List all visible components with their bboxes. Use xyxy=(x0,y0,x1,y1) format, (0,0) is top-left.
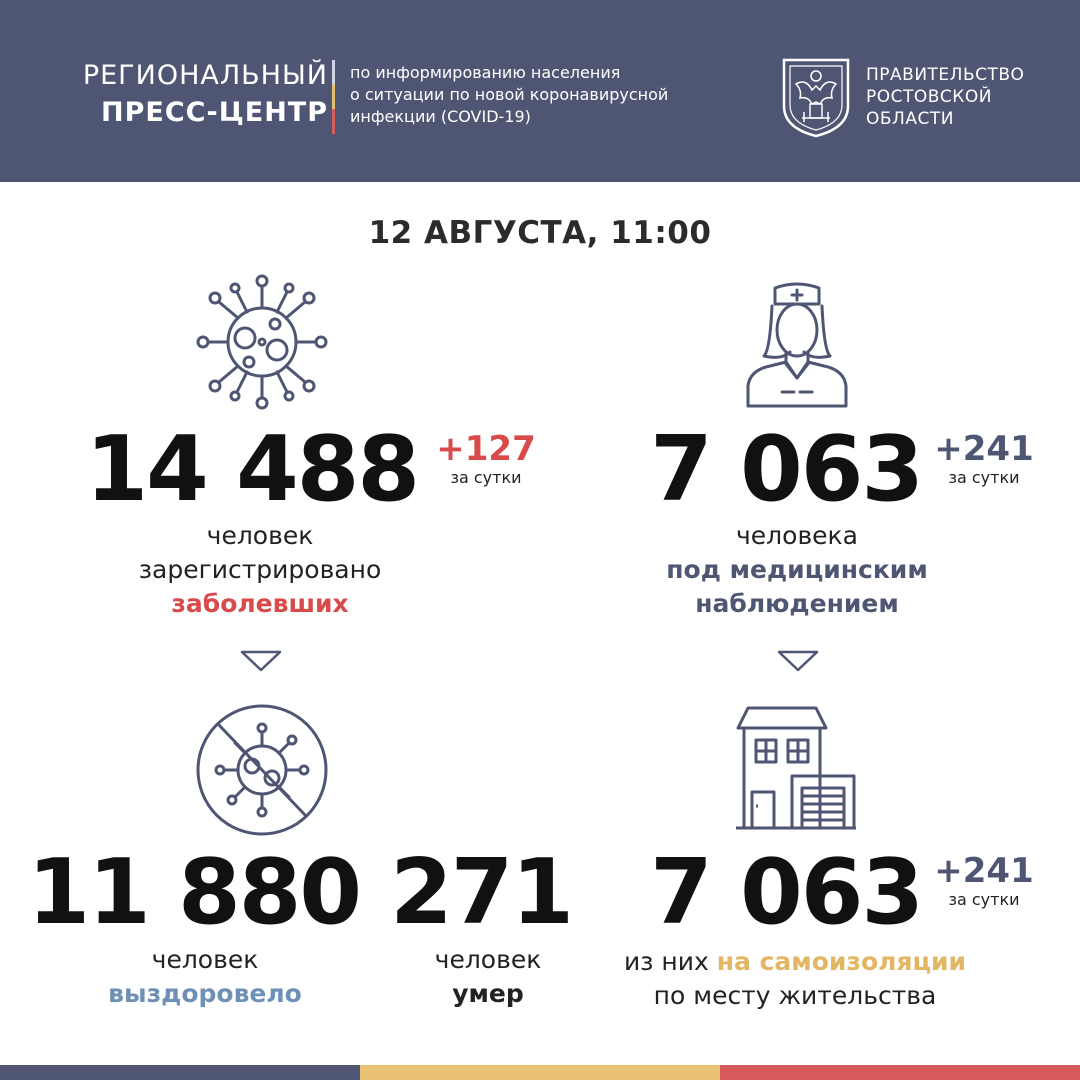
observed-delta-label: за сутки xyxy=(948,468,1020,487)
isolated-delta xyxy=(934,851,1034,909)
recovered-caption xyxy=(105,943,305,1011)
infected-delta xyxy=(436,429,536,487)
isolated-delta-label: за сутки xyxy=(948,890,1020,909)
infected-caption-highlight: заболевших xyxy=(171,589,349,618)
isolated-caption-line2: по месту жительства xyxy=(653,981,937,1010)
nurse-icon xyxy=(742,280,852,410)
isolated-caption xyxy=(580,945,1010,1013)
coat-of-arms-icon xyxy=(780,56,852,138)
report-date: 12 АВГУСТА, 11:00 xyxy=(368,215,712,251)
infected-count: 14 488 xyxy=(85,417,418,522)
observed-delta xyxy=(934,429,1034,487)
footer-stripe-gold xyxy=(360,1065,720,1080)
infected-caption-line2: зарегистрировано xyxy=(138,555,382,584)
isolated-caption-highlight: на самоизоляции xyxy=(716,947,967,976)
died-caption-line1: человек xyxy=(434,945,542,974)
government-line: ПРАВИТЕЛЬСТВО xyxy=(866,65,1025,85)
header-description xyxy=(350,62,668,128)
died-caption-highlight: умер xyxy=(452,979,524,1008)
header-banner xyxy=(0,0,1080,182)
footer-stripe-red xyxy=(720,1065,1080,1080)
government-line: ОБЛАСТИ xyxy=(866,109,954,129)
description-line: инфекции (COVID-19) xyxy=(350,107,531,126)
observed-caption-highlight1: под медицинским xyxy=(666,555,928,584)
died-count: 271 xyxy=(390,840,572,945)
description-line: о ситуации по новой коронавирусной xyxy=(350,85,669,104)
observed-delta-value: +241 xyxy=(934,429,1034,469)
observed-caption xyxy=(597,519,997,621)
recovered-caption-highlight: выздоровело xyxy=(108,979,302,1008)
observed-caption-line1: человека xyxy=(736,521,858,550)
observed-count: 7 063 xyxy=(650,417,922,522)
isolated-count: 7 063 xyxy=(650,840,922,945)
footer-stripe-navy xyxy=(0,1065,360,1080)
arrow-down-icon xyxy=(240,650,282,672)
isolated-delta-value: +241 xyxy=(934,851,1034,891)
description-line: по информированию населения xyxy=(350,63,621,82)
infected-caption-line1: человек xyxy=(206,521,314,550)
accent-divider xyxy=(332,60,335,134)
brand-title-line2: ПРЕСС-ЦЕНТР xyxy=(101,97,328,128)
virus-icon xyxy=(195,272,329,412)
infected-delta-label: за сутки xyxy=(450,468,522,487)
house-icon xyxy=(734,706,858,832)
government-name xyxy=(866,64,1024,130)
arrow-down-icon xyxy=(777,650,819,672)
government-line: РОСТОВСКОЙ xyxy=(866,87,992,107)
no-virus-icon xyxy=(194,702,330,838)
recovered-caption-line1: человек xyxy=(151,945,259,974)
died-caption xyxy=(408,943,568,1011)
isolated-caption-prefix: из них xyxy=(623,947,717,976)
infected-delta-value: +127 xyxy=(436,429,536,469)
recovered-count: 11 880 xyxy=(27,840,360,945)
observed-caption-highlight2: наблюдением xyxy=(695,589,899,618)
brand-title-line1: РЕГИОНАЛЬНЫЙ xyxy=(82,60,328,91)
infected-caption xyxy=(60,519,460,621)
isolated-caption-line1 xyxy=(580,945,1010,979)
